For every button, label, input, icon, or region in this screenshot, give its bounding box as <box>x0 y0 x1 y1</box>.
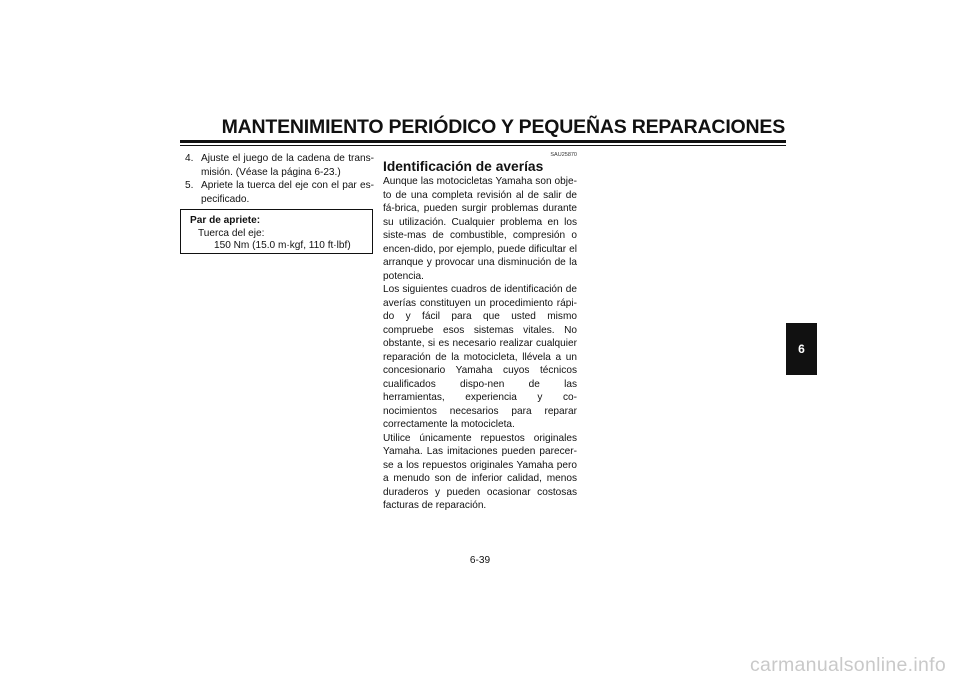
paragraph: Los siguientes cuadros de identificación de averías constituyen un procedimiento rápi-do y fácil para que usted mismo compruebe esos sistemas vitales. No obstante, si es necesario realizar cualquier reparación de la motocicleta, llévela a un concesionario Yamaha cuyos técnicos cualificados dispo-nen de las herramientas, experiencia y co-nocimientos necesarios para reparar correctamente la motocicleta. <box>383 284 577 430</box>
page-title: MANTENIMIENTO PERIÓDICO Y PEQUEÑAS REPARACIONES <box>221 116 785 138</box>
section-code: SAU25870 <box>550 152 577 158</box>
paragraph: Aunque las motocicletas Yamaha son obje-to de una completa revisión al de salir de fá-brica, pueden surgir problemas durante su utilización. Cualquier problema en los siste-mas de combustible, compresión o encen-dido, por ejemplo, puede dificultar el arranque y provocar una disminución de la potencia. <box>383 176 577 282</box>
section-heading: Identificación de averías <box>383 159 544 174</box>
chapter-tab: 6 <box>786 323 817 375</box>
step-item <box>180 179 374 206</box>
torque-spec-box <box>180 209 373 254</box>
step-number: 4. <box>185 153 194 164</box>
left-column <box>180 152 374 206</box>
page-number: 6-39 <box>469 555 491 566</box>
torque-value: 150 Nm (15.0 m·kgf, 110 ft·lbf) <box>214 240 351 251</box>
step-text: Ajuste el juego de la cadena de trans-misión. (Véase la página 6-23.) <box>201 153 374 178</box>
step-item <box>180 152 374 179</box>
torque-item: Tuerca del eje: <box>198 227 265 239</box>
step-number: 5. <box>185 180 194 191</box>
watermark: carmanualsonline.info <box>750 654 946 676</box>
paragraph: Utilice únicamente repuestos originales Yamaha. Las imitaciones pueden parecer-se a los repuestos originales Yamaha pero a menudo son de inferior calidad, menos duraderos y pueden ocasionar costosas facturas de reparación. <box>383 432 577 511</box>
torque-heading: Par de apriete: <box>190 215 261 226</box>
header-rule-thin <box>180 145 786 146</box>
step-text: Apriete la tuerca del eje con el par es-pecificado. <box>201 180 374 205</box>
right-column <box>383 152 577 513</box>
header-rule <box>180 140 786 143</box>
